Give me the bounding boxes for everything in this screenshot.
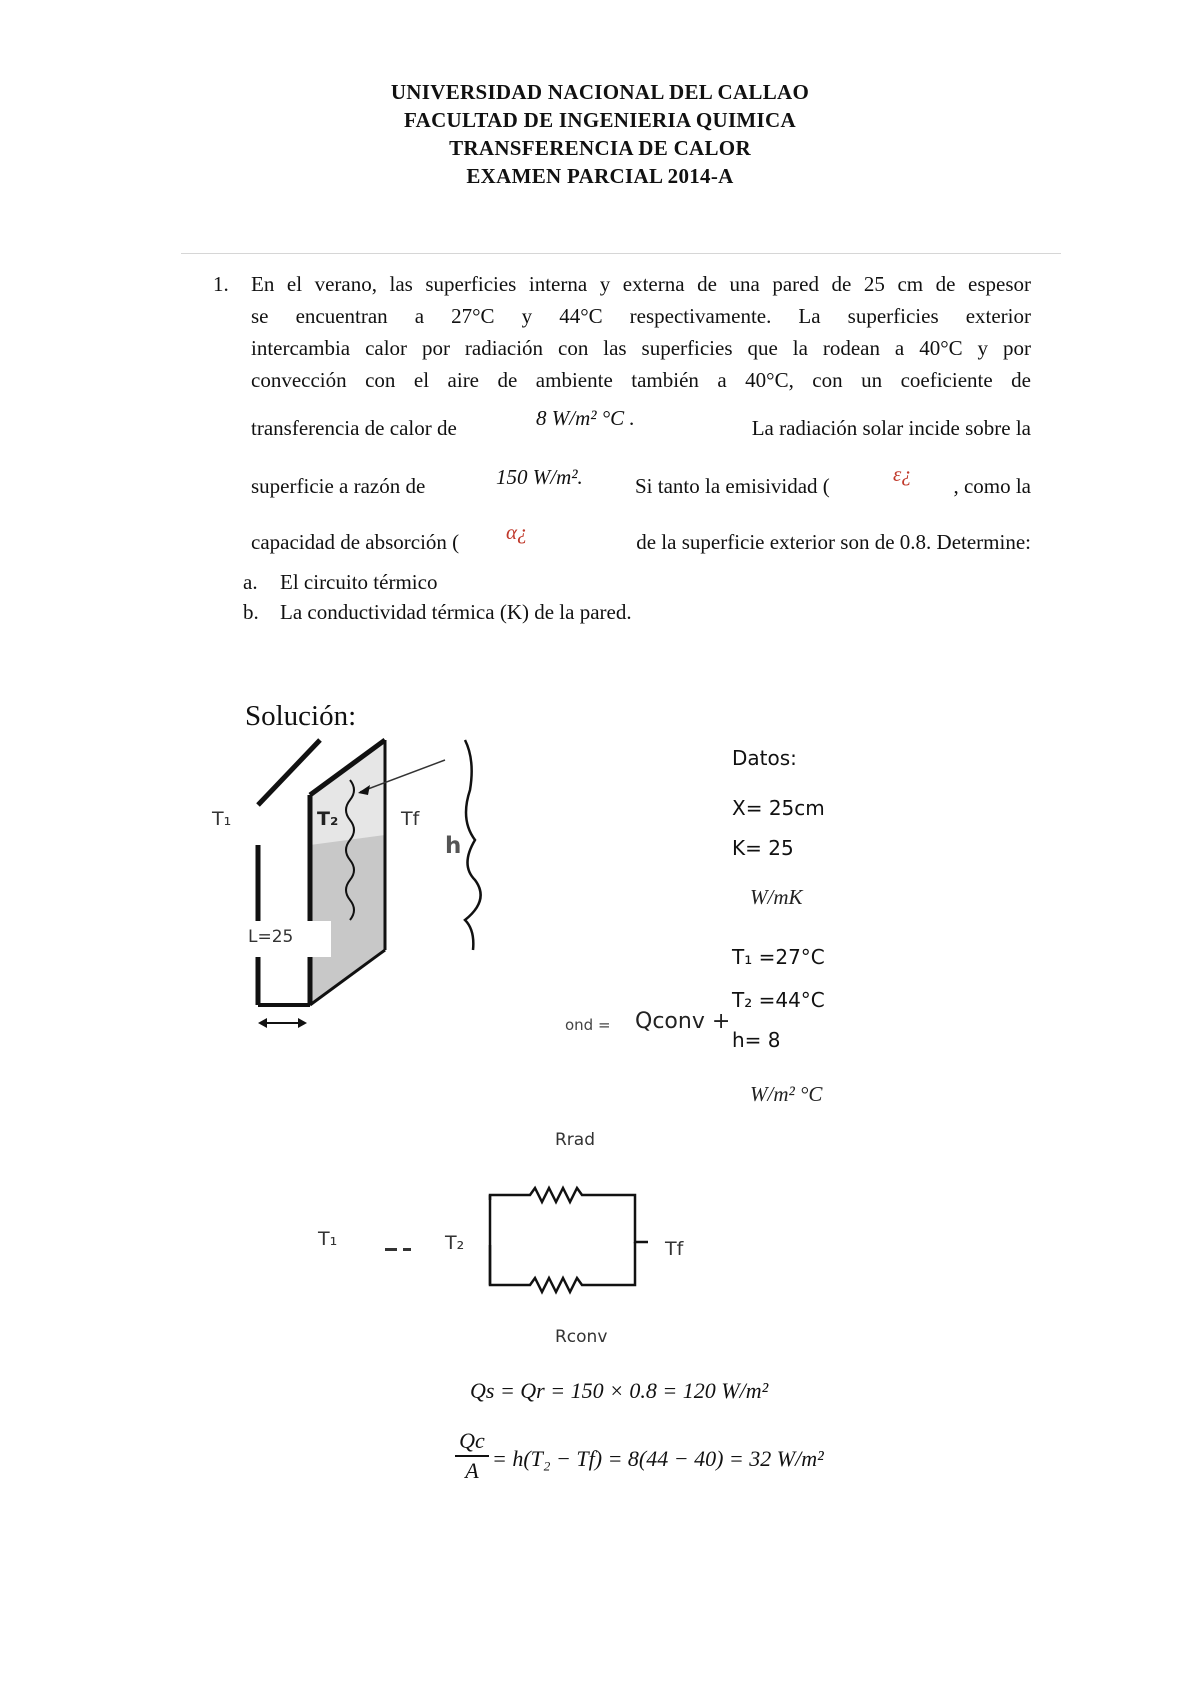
balance-right: Qconv + [635,1009,731,1034]
line6-text-b: Si tanto la emisividad ( [635,474,830,498]
thickness-arrow-left [258,1018,267,1028]
thermal-circuit [480,1180,660,1300]
thickness-label: L=25 [248,927,294,947]
line5-math: 8 W/m² °C . [536,406,635,430]
circuit-t2-label: T₂ [445,1232,465,1254]
fraction-bar [455,1455,489,1457]
thickness-arrow-right [298,1018,307,1028]
circuit-t1-label: T₁ [318,1228,338,1250]
item-a-text: El circuito térmico [280,570,438,594]
problem-line-3: intercambia calor por radiación con las superficies que la rodean a 40°C y por [251,336,1031,360]
equation-solar: Qs = Qr = 150 × 0.8 = 120 W/m² [470,1378,769,1403]
problem-number: 1. [213,272,229,296]
absorptivity-symbol: α¿ [506,520,528,544]
wall-diagram [210,735,510,1045]
circuit-top-branch [490,1188,648,1242]
convection-wave [465,740,481,950]
wall-t2-label: T₂ [317,808,339,830]
item-a-label: a. [243,570,258,594]
line7-text-b: de la superficie exterior son de 0.8. Determine: [636,530,1031,554]
item-b-text: La conductividad térmica (K) de la pared. [280,600,632,624]
datos-k: K= 25 [732,836,794,860]
solution-title: Solución: [245,700,357,732]
circuit-bottom-branch [490,1242,635,1292]
balance-left: ond = [565,1016,611,1034]
wall-h-label: h [445,833,462,859]
datos-title: Datos: [732,746,797,770]
line5-text-b: La radiación solar incide sobre la [751,416,1031,440]
equation-fraction [455,1428,489,1484]
datos-h-unit: W/m² °C [750,1082,823,1106]
datos-t2: T₂ =44°C [732,988,825,1012]
datos-t1: T₁ =27°C [732,945,825,969]
wall-t1-label: T₁ [212,808,232,830]
problem-line-2: se encuentran a 27°C y 44°C respectivamente. La superficies exterior [251,304,1031,328]
datos-h: h= 8 [732,1028,781,1052]
item-b-label: b. [243,600,259,624]
line6-text-c: , como la [953,474,1031,498]
header-divider [181,253,1061,254]
circuit-rconv-label: Rconv [555,1327,608,1347]
line6-text-a: superficie a razón de [251,474,426,498]
circuit-rrad-label: Rrad [555,1130,596,1150]
datos-k-unit: W/mK [750,885,803,909]
line7-text-a: capacidad de absorción ( [251,530,460,554]
datos-x: X= 25cm [732,796,825,820]
line6-math: 150 W/m². [496,465,583,489]
wall-tf-label: Tf [401,808,420,830]
header-faculty: FACULTAD DE INGENIERIA QUIMICA [404,108,796,132]
emissivity-symbol: ε¿ [893,462,912,486]
circuit-dash-2 [403,1248,411,1251]
equation-convection: = h(T₂ − Tf) = 8(44 − 40) = 32 W/m² [492,1446,824,1471]
header-university: UNIVERSIDAD NACIONAL DEL CALLAO [390,80,810,104]
fraction-denominator: A [465,1458,479,1483]
header-exam: EXAMEN PARCIAL 2014-A [466,164,734,188]
circuit-tf-label: Tf [665,1238,684,1260]
line5-text-a: transferencia de calor de [251,416,457,440]
circuit-dash-1 [385,1248,397,1251]
header-course: TRANSFERENCIA DE CALOR [449,136,751,160]
exam-header [0,78,1200,190]
problem-line-4: convección con el aire de ambiente también a 40°C, con un coeficiente de [251,368,1031,392]
problem-line-1: En el verano, las superficies interna y externa de una pared de 25 cm de espesor [251,272,1031,296]
fraction-numerator: Qc [459,1428,485,1453]
wall-front-face [258,795,310,1005]
